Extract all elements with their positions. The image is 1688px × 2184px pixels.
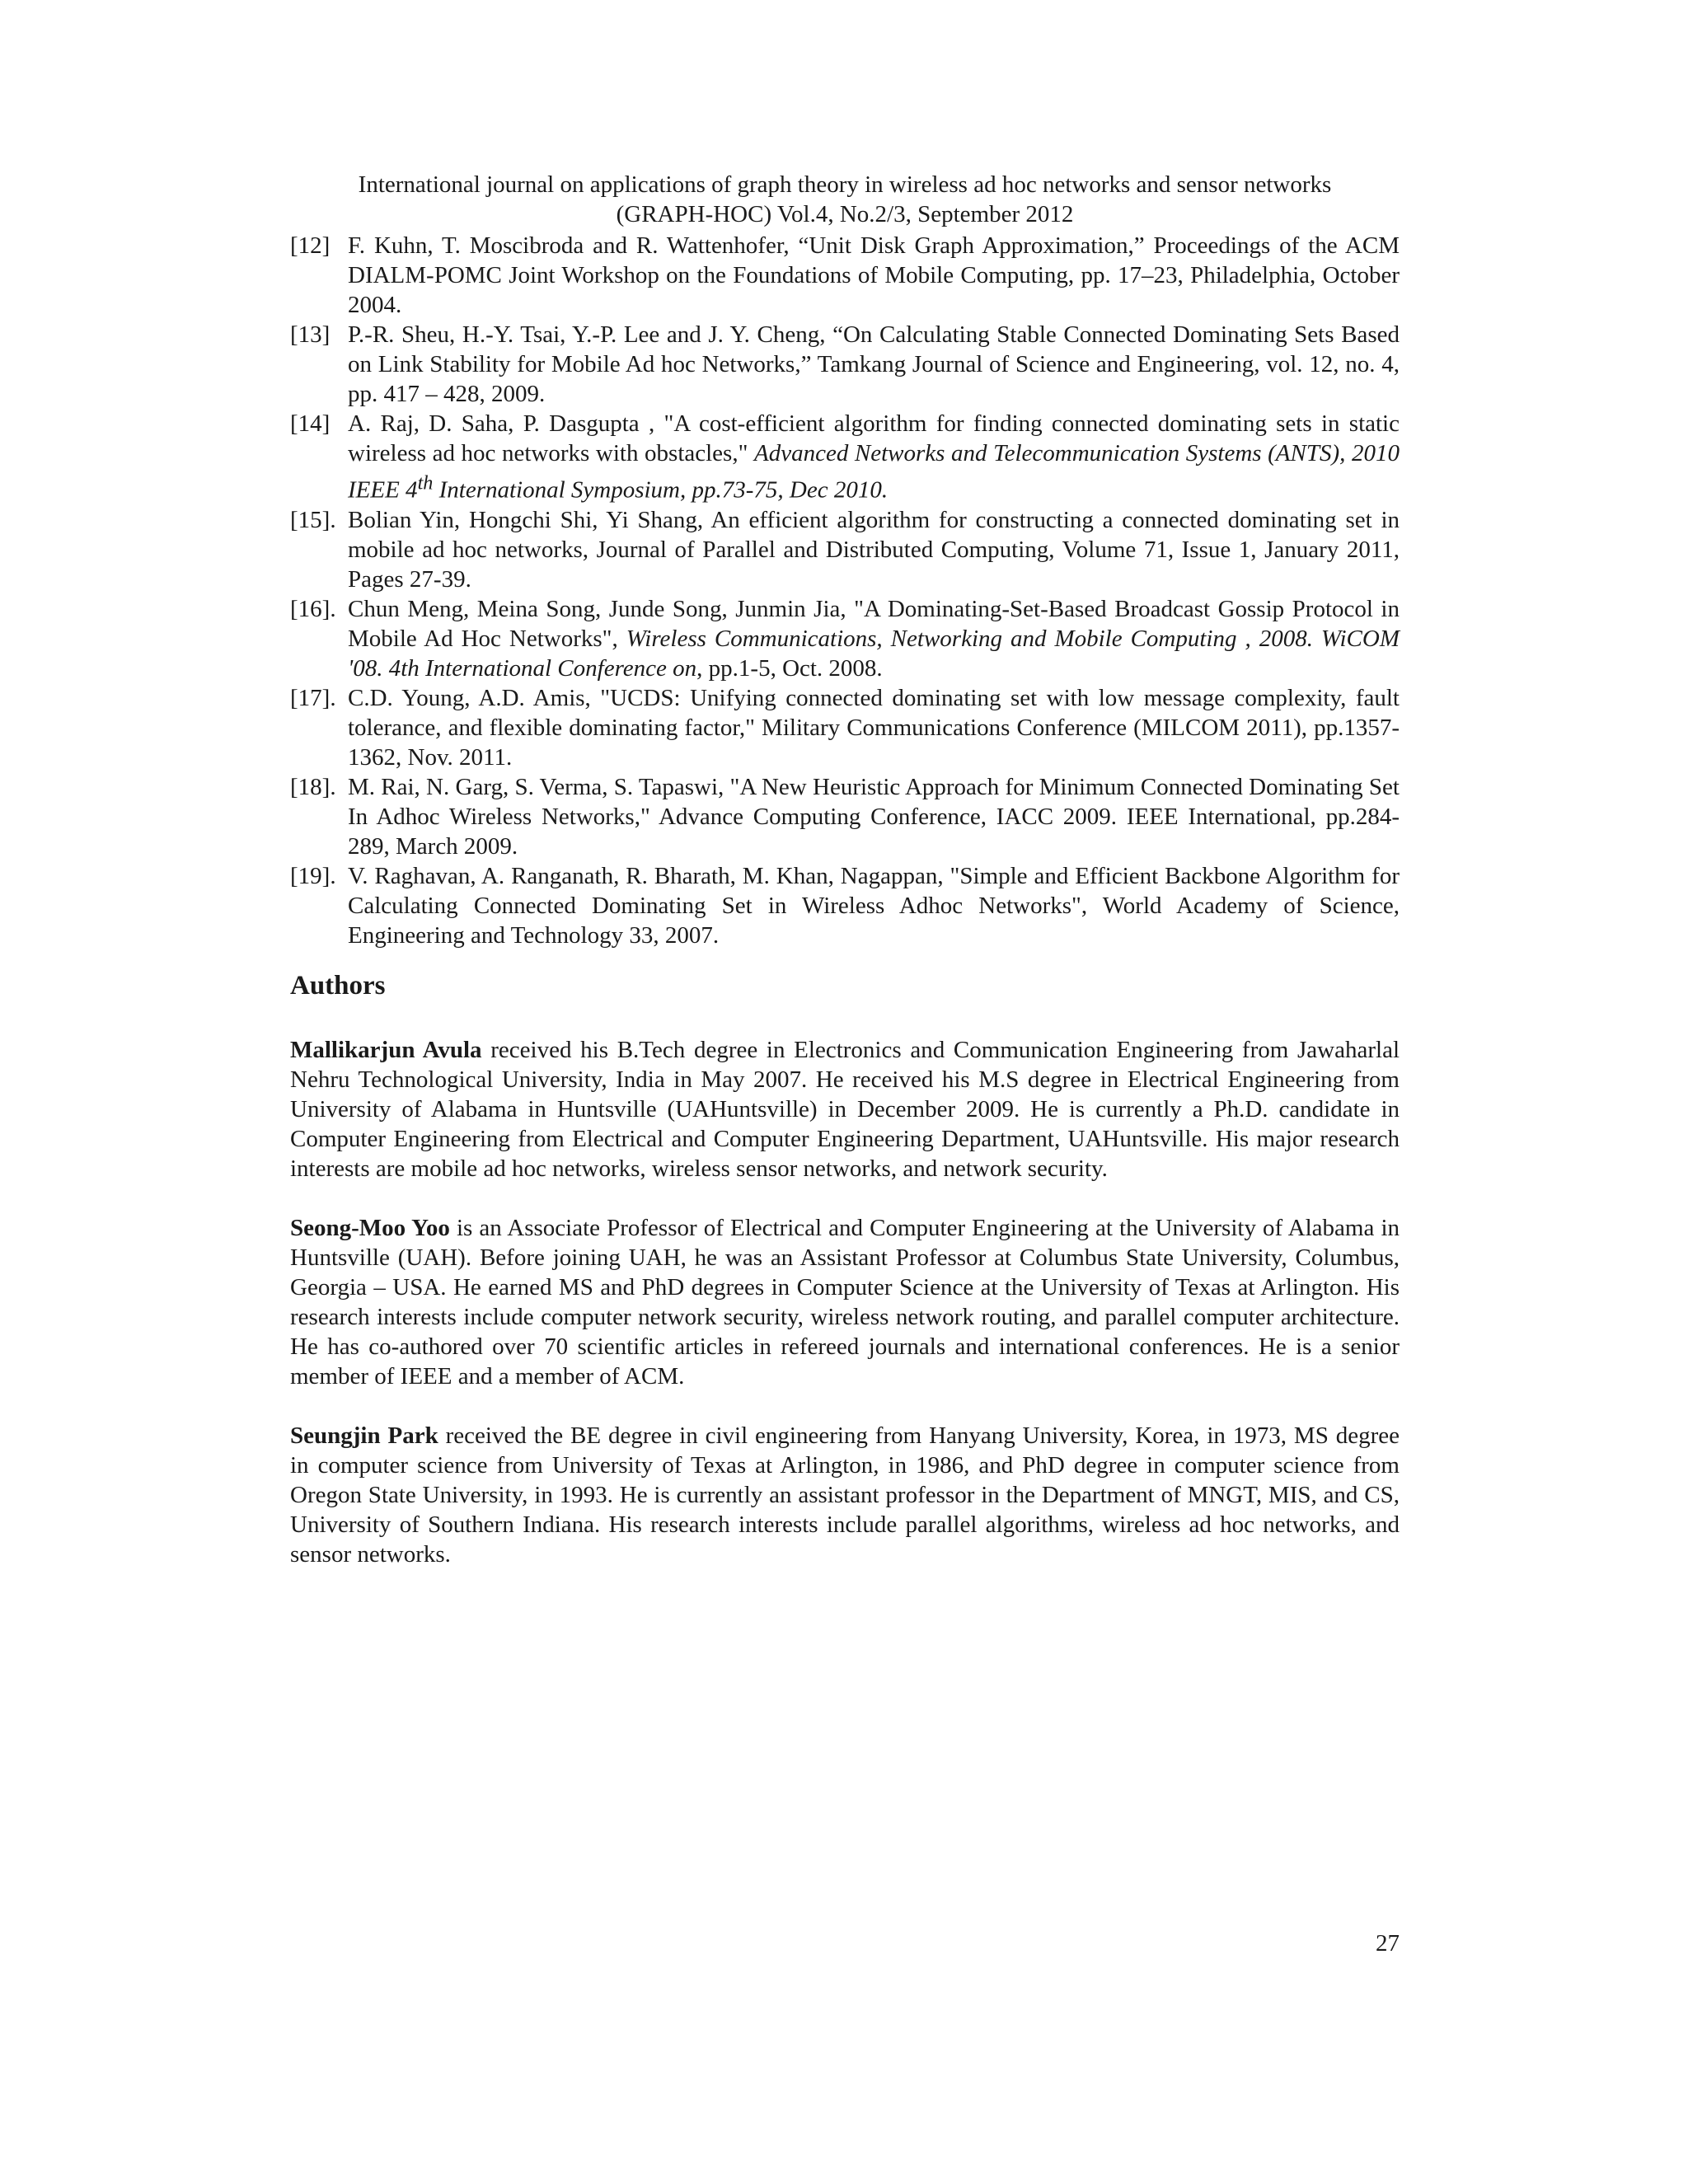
reference-text: Bolian Yin, Hongchi Shi, Yi Shang, An efficient algorithm for constructing a connected dominating set in mobile ad hoc networks, Journal of Parallel and Distributed Computing, Volume 71, Issue 1, January 2011, Pages 27-39. — [348, 506, 1400, 593]
reference-number: [14] — [290, 410, 331, 437]
reference-number: [17]. — [290, 684, 336, 711]
reference-text: F. Kuhn, T. Moscibroda and R. Wattenhofer, “Unit Disk Graph Approximation,” Proceedings of the ACM DIALM-POMC Joint Workshop on the Foundations of Mobile Computing, pp. 17–23, Philadelphia, October 2004. — [348, 232, 1400, 318]
reference-text: V. Raghavan, A. Ranganath, R. Bharath, M. Khan, Nagappan, "Simple and Efficient Backbone Algorithm for Calculating Connected Dominating Set in Wireless Adhoc Networks", World Academy of Science, Engineering and Technology 33, 2007. — [348, 862, 1400, 949]
reference-venue-cont: International Symposium, pp.73-75, Dec 2010. — [433, 476, 889, 504]
authors-heading: Authors — [290, 971, 386, 1001]
reference-venue: Wireless Communications, Networking and Mobile Computing , 2008. WiCOM '08. 4th International Conference on — [348, 625, 1400, 682]
reference-number: [18]. — [290, 773, 336, 800]
reference-item — [290, 320, 1400, 409]
reference-text-tail: , pp.1-5, Oct. 2008. — [696, 654, 883, 682]
reference-item — [290, 409, 1400, 505]
reference-number: [15]. — [290, 506, 336, 533]
page-number: 27 — [1376, 1930, 1400, 1957]
reference-number: [19]. — [290, 862, 336, 889]
author-bio — [290, 1421, 1400, 1569]
running-header — [290, 170, 1400, 229]
journal-title-line: International journal on applications of graph theory in wireless ad hoc networks and sensor networks — [358, 171, 1332, 198]
reference-text: M. Rai, N. Garg, S. Verma, S. Tapaswi, "A New Heuristic Approach for Minimum Connected Dominating Set In Adhoc Wireless Networks," Advance Computing Conference, IACC 2009. IEEE International, pp.284-289, March 2009. — [348, 773, 1400, 860]
author-bio-text: is an Associate Professor of Electrical and Computer Engineering at the University of Alabama in Huntsville (UAH). Before joining UAH, he was an Assistant Professor at Columbus State University, Columbus, Georgia – USA. He earned MS and PhD degrees in Computer Science at the University of Texas at Arlington. His research interests include computer network security, wireless network routing, and parallel computer architecture. He has co-authored over 70 scientific articles in refereed journals and international conferences. He is a senior member of IEEE and a member of ACM. — [290, 1215, 1400, 1390]
reference-venue: Advanced Networks and Telecommunication Systems (ANTS), 2010 IEEE 4 — [348, 440, 1400, 504]
author-bios — [290, 1035, 1400, 1599]
author-bio-text: received his B.Tech degree in Electronics and Communication Engineering from Jawaharlal Nehru Technological University, India in May 2007. He received his M.S degree in Electrical Engineering from University of Alabama in Huntsville (UAHuntsville) in December 2009. He is currently a Ph.D. candidate in Computer Engineering from Electrical and Computer Engineering Department, UAHuntsville. His major research interests are mobile ad hoc networks, wireless sensor networks, and network security. — [290, 1037, 1400, 1182]
reference-item — [290, 594, 1400, 683]
reference-text: Chun Meng, Meina Song, Junde Song, Junmin Jia, "A Dominating-Set-Based Broadcast Gossip Protocol in Mobile Ad Hoc Networks", — [348, 595, 1400, 652]
reference-superscript: th — [417, 471, 434, 494]
author-bio — [290, 1213, 1400, 1391]
author-bio-text: received the BE degree in civil engineering from Hanyang University, Korea, in 1973, MS degree in computer science from University of Texas at Arlington, in 1986, and PhD degree in computer science from Oregon State University, in 1993. He is currently an assistant professor in the Department of MNGT, MIS, and CS, University of Southern Indiana. His research interests include parallel algorithms, wireless ad hoc networks, and sensor networks. — [290, 1422, 1400, 1568]
reference-text: C.D. Young, A.D. Amis, "UCDS: Unifying connected dominating set with low message complexity, fault tolerance, and flexible dominating factor," Military Communications Conference (MILCOM 2011), pp.1357-1362, Nov. 2011. — [348, 684, 1400, 771]
author-name: Seong-Moo Yoo — [290, 1215, 450, 1241]
reference-number: [13] — [290, 321, 331, 348]
author-name: Mallikarjun Avula — [290, 1037, 482, 1063]
reference-item — [290, 231, 1400, 320]
reference-number: [12] — [290, 232, 331, 259]
reference-item — [290, 505, 1400, 594]
reference-text: A. Raj, D. Saha, P. Dasgupta , "A cost-efficient algorithm for finding connected dominating sets in static wireless ad hoc networks with obstacles," — [348, 410, 1400, 466]
reference-item — [290, 772, 1400, 861]
reference-item — [290, 683, 1400, 772]
reference-item — [290, 861, 1400, 950]
reference-number: [16]. — [290, 595, 336, 622]
journal-volume-line: (GRAPH-HOC) Vol.4, No.2/3, September 2012 — [616, 201, 1074, 227]
reference-text: P.-R. Sheu, H.-Y. Tsai, Y.-P. Lee and J. Y. Cheng, “On Calculating Stable Connected Dominating Sets Based on Link Stability for Mobile Ad hoc Networks,” Tamkang Journal of Science and Engineering, vol. 12, no. 4, pp. 417 – 428, 2009. — [348, 321, 1400, 407]
reference-list — [290, 231, 1400, 950]
author-bio — [290, 1035, 1400, 1183]
author-name: Seungjin Park — [290, 1422, 438, 1449]
